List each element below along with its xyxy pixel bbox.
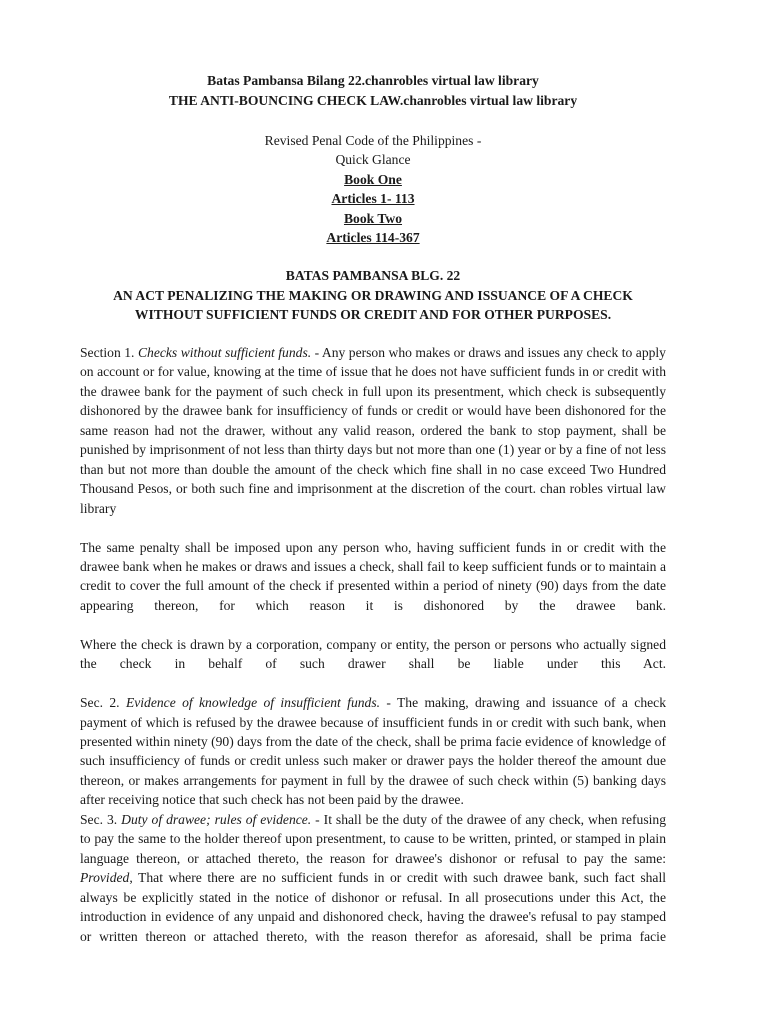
act-title-line3: WITHOUT SUFFICIENT FUNDS OR CREDIT AND FOR OTHER PURPOSES. [134, 307, 612, 322]
section-1-text: - Any person who makes or draws and issues any check to apply on account or for value, knowing at the time of issue that he does not have sufficient funds in or credit with the drawee bank for the payment of such check in full upon its presentment, which check is subsequently dishonored by the drawee bank for insufficiency of funds or credit or would have been dishonored for the same reason had not the drawer, without any valid reason, ordered the bank to stop payment, shall be punished by imprisonment of not less than thirty days but not more than one (1) year or by a fine of not less than but not more than double the amount of the check which fine shall in no case exceed Two Hundred Thousand Pesos, or both such fine and imprisonment at the discretion of the court. chan robles virtual law library [80, 345, 666, 516]
document-header [80, 71, 666, 110]
quick-glance-nav [80, 131, 666, 247]
nav-intro-line2: Quick Glance [335, 152, 411, 168]
section-1-label: Section 1. [80, 345, 135, 360]
section-2-text: - The making, drawing and issuance of a check payment of which is refused by the drawee because of insufficient funds in or credit with such bank, when presented within ninety (90) days from the date of the check, shall be prima facie evidence of knowledge of such insufficiency of funds or credit unless such maker or drawer pays the holder thereof the amount due thereon, or makes arrangements for payment in full by the drawee of such check within (5) banking days after receiving notice that such check has not been paid by the drawee. [80, 695, 667, 808]
articles-1-113-link[interactable]: Articles 1- 113 [331, 191, 415, 207]
section-1-paragraph [80, 343, 666, 518]
section-3-paragraph [80, 810, 666, 946]
section-2-label: Sec. 2. [80, 695, 120, 711]
section-3-label: Sec. 3. [80, 811, 118, 827]
section-2-title: Evidence of knowledge of insufficient funds. [125, 695, 381, 711]
section-2-paragraph [80, 693, 666, 810]
nav-intro-line1: Revised Penal Code of the Philippines - [264, 133, 482, 148]
header-title-line1: Batas Pambansa Bilang 22.chanrobles virtual law library [207, 73, 539, 88]
book-two-link[interactable]: Book Two [343, 210, 403, 226]
section-3-text-a: - It shall be the duty of the drawee of any check, when refusing to pay the same to the holder thereof upon presentment, to cause to be written, printed, or stamped in plain language thereon, or attached thereto, the reason for drawee's dishonor or refusal to pay the same: [80, 811, 666, 866]
book-one-link[interactable]: Book One [344, 171, 402, 187]
act-title-line2: AN ACT PENALIZING THE MAKING OR DRAWING AND ISSUANCE OF A CHECK [113, 287, 633, 303]
section-1-title: Checks without sufficient funds. [137, 345, 312, 360]
act-title-line1: BATAS PAMBANSA BLG. 22 [285, 268, 461, 283]
section-3-provided: Provided [80, 870, 130, 886]
act-body [80, 343, 666, 946]
section-1-paragraph-2: The same penalty shall be imposed upon any person who, having sufficient funds in or credit with the drawee bank when he makes or draws and issues a check, shall fail to keep sufficient funds or to maintain a credit to cover the full amount of the check if presented within a period of ninety (90) days from the date appearing thereon, for which reason it is dishonored by the drawee bank. [80, 539, 666, 613]
header-title-line2: THE ANTI-BOUNCING CHECK LAW.chanrobles virtual law library [168, 92, 578, 108]
articles-114-367-link[interactable]: Articles 114-367 [326, 230, 420, 246]
section-3-text-b: , That where there are no sufficient funds in or credit with such drawee bank, such fact shall always be explicitly stated in the notice of dishonor or refusal. In all prosecutions under this Act, the introduction in evidence of any unpaid and dishonored check, having the drawee's refusal to pay stamped or written thereon or attached thereto, with the reason therefor as aforesaid, shall be prima facie [80, 870, 666, 944]
section-1-paragraph-3: Where the check is drawn by a corporation, company or entity, the person or persons who actually signed the check in behalf of such drawer shall be liable under this Act. [80, 636, 666, 672]
section-3-title: Duty of drawee; rules of evidence. [121, 811, 312, 827]
act-title [80, 266, 666, 325]
